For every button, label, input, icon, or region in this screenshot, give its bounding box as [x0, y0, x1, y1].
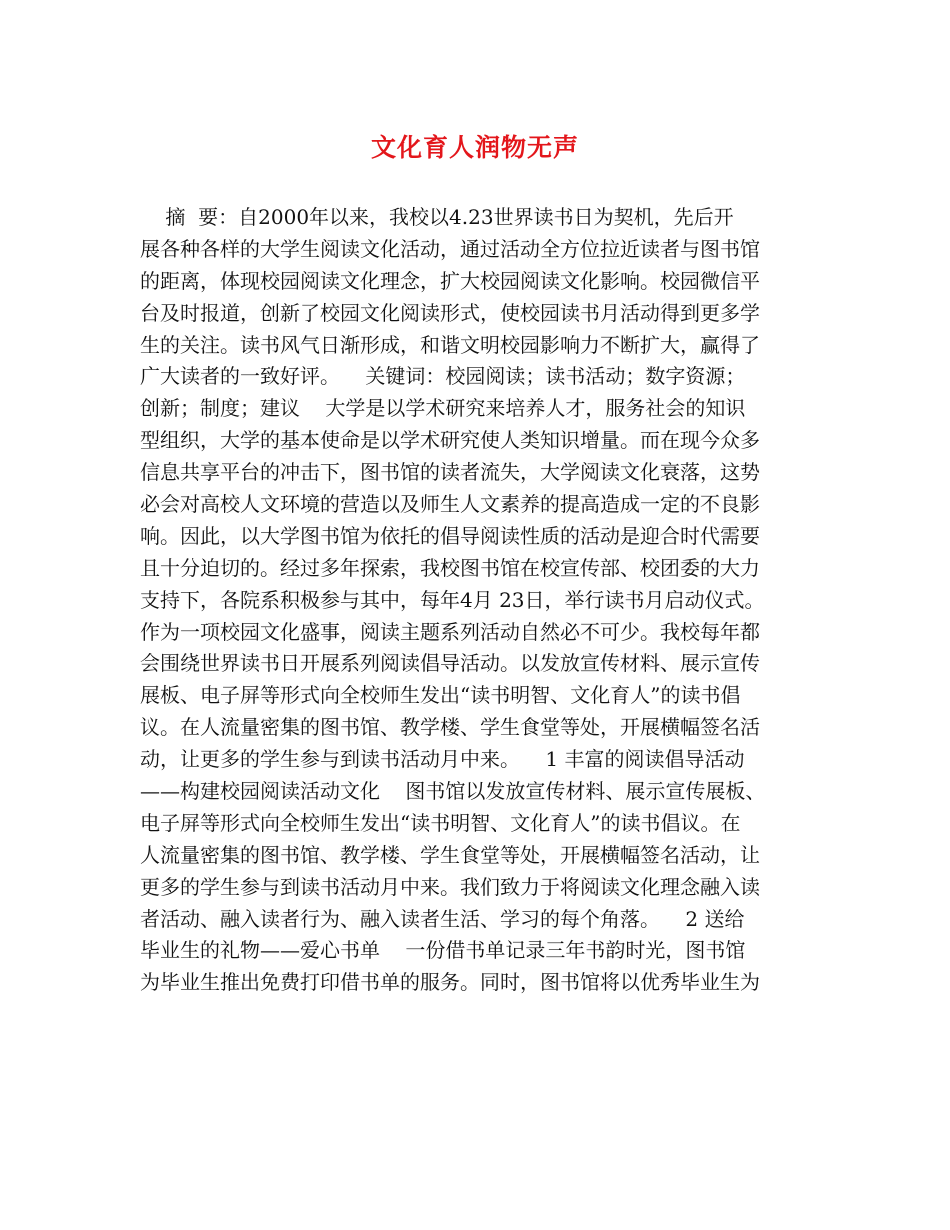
body-text	[140, 202, 815, 999]
body-line: 必会对高校人文环境的营造以及师生人文素养的提高造成一定的不良影	[140, 492, 760, 517]
body-line: 且十分迫切的。经过多年探索，我校图书馆在校宣传部、校团委的大力	[140, 555, 760, 580]
body-line: 响。因此，以大学图书馆为依托的倡导阅读性质的活动是迎合时代需要	[140, 523, 760, 548]
body-line: 会围绕世界读书日开展系列阅读倡导活动。以发放宣传材料、展示宣传	[140, 651, 760, 676]
body-line: 作为一项校园文化盛事，阅读主题系列活动自然必不可少。我校每年都	[140, 619, 760, 644]
body-line: 生的关注。读书风气日渐形成，和谐文明校园影响力不断扩大，赢得了	[140, 332, 760, 357]
body-line: 创新；制度；建议 大学是以学术研究来培养人才，服务社会的知识	[140, 396, 746, 421]
body-line: ——构建校园阅读活动文化 图书馆以发放宣传材料、展示宣传展板、	[140, 779, 766, 804]
body-line: 动，让更多的学生参与到读书活动月中来。 1 丰富的阅读倡导活动	[140, 747, 745, 772]
body-line: 摘 要：自2000年以来，我校以4.23世界读书日为契机，先后开	[140, 205, 734, 229]
body-line: 台及时报道，创新了校园文化阅读形式，使校园读书月活动得到更多学	[140, 300, 760, 325]
body-line: 者活动、融入读者行为、融入读者生活、学习的每个角落。 2 送给	[140, 906, 745, 931]
body-line: 支持下，各院系积极参与其中，每年4月 23日，举行读书月启动仪式。	[140, 587, 765, 612]
body-line: 人流量密集的图书馆、教学楼、学生食堂等处，开展横幅签名活动，让	[140, 842, 760, 867]
body-line: 的距离，体现校园阅读文化理念，扩大校园阅读文化影响。校园微信平	[140, 268, 760, 293]
body-line: 电子屏等形式向全校师生发出“读书明智、文化育人”的读书倡议。在	[140, 810, 741, 835]
body-line: 为毕业生推出免费打印借书单的服务。同时，图书馆将以优秀毕业生为	[140, 970, 760, 995]
body-line: 展板、电子屏等形式向全校师生发出“读书明智、文化育人”的读书倡	[140, 683, 741, 708]
body-line: 型组织，大学的基本使命是以学术研究使人类知识增量。而在现今众多	[140, 428, 760, 453]
body-line: 展各种各样的大学生阅读文化活动，通过活动全方位拉近读者与图书馆	[140, 236, 760, 261]
document-title: 文化育人润物无声	[370, 133, 579, 162]
body-line: 信息共享平台的冲击下，图书馆的读者流失，大学阅读文化衰落，这势	[140, 460, 760, 485]
body-line: 毕业生的礼物——爱心书单 一份借书单记录三年书韵时光，图书馆	[140, 938, 746, 963]
body-line: 更多的学生参与到读书活动月中来。我们致力于将阅读文化理念融入读	[140, 874, 760, 899]
body-line: 广大读者的一致好评。 关键词：校园阅读；读书活动；数字资源；	[140, 364, 746, 389]
body-line: 议。在人流量密集的图书馆、教学楼、学生食堂等处，开展横幅签名活	[140, 715, 760, 740]
